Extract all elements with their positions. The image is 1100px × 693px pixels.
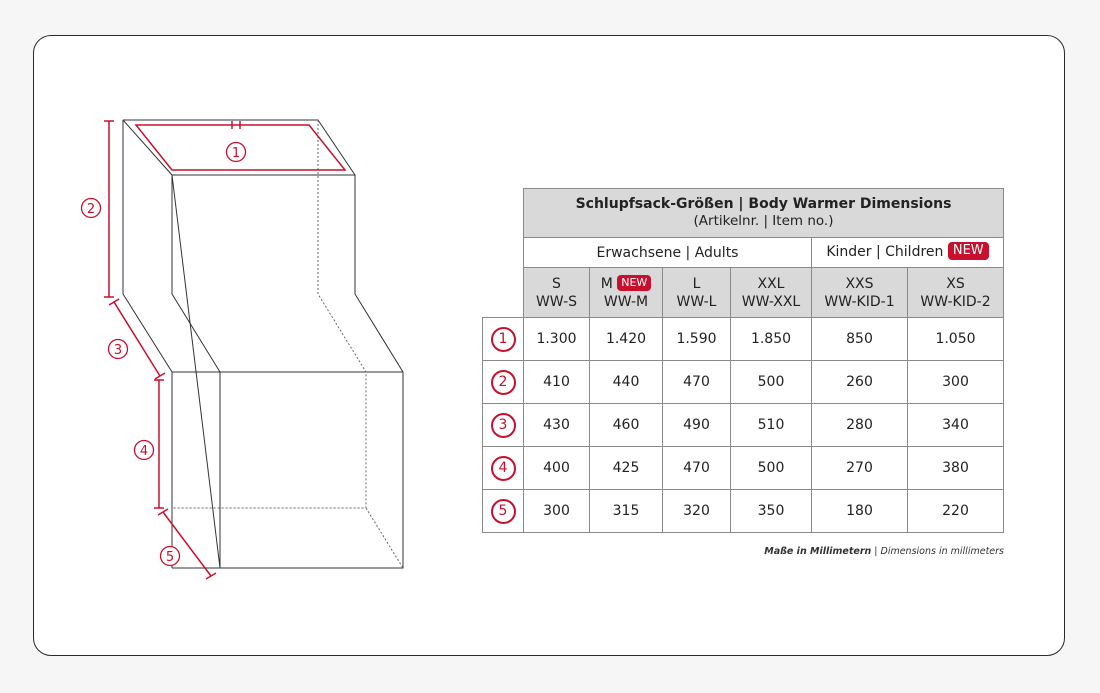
item-number: WW-KID-1 (824, 293, 895, 310)
size-name: M (600, 275, 613, 292)
table-row (483, 318, 1004, 361)
table-cell: 400 (524, 447, 590, 490)
marker-label-1: 1 (231, 146, 241, 161)
table-cell: 180 (812, 490, 908, 533)
table-row (483, 361, 1004, 404)
row-number-badge: 1 (491, 327, 516, 352)
size-header (524, 268, 590, 318)
size-name: XS (946, 275, 965, 292)
row-number-badge: 3 (491, 413, 516, 438)
row-label (483, 318, 524, 361)
group-children (812, 238, 1004, 268)
length-2-mark (104, 121, 114, 297)
table-cell: 460 (590, 404, 663, 447)
table-cell: 500 (731, 447, 812, 490)
table-cell: 470 (663, 447, 731, 490)
table-row (483, 404, 1004, 447)
table-row (483, 447, 1004, 490)
table-title-cell (524, 189, 1004, 238)
table-cell: 510 (731, 404, 812, 447)
group-adults: Erwachsene | Adults (524, 238, 812, 268)
table-cell: 300 (524, 490, 590, 533)
item-number: WW-XXL (741, 293, 801, 310)
diagram-hidden-corner (366, 508, 403, 568)
row-number-badge: 2 (491, 370, 516, 395)
group-children-label: Kinder | Children (826, 243, 944, 260)
size-name: XXL (757, 275, 785, 292)
table-cell: 260 (812, 361, 908, 404)
dimensions-table (482, 188, 1004, 533)
table-cell: 340 (908, 404, 1004, 447)
size-header (663, 268, 731, 318)
table-title: Schlupfsack-Größen | Body Warmer Dimensions (575, 196, 952, 212)
size-header (590, 268, 663, 318)
table-cell: 470 (663, 361, 731, 404)
marker-label-3: 3 (113, 343, 123, 358)
table-cell: 1.300 (524, 318, 590, 361)
item-number: WW-M (603, 293, 649, 310)
marker-label-4: 4 (139, 444, 149, 459)
table-cell: 440 (590, 361, 663, 404)
marker-label-2: 2 (86, 202, 96, 217)
item-number: WW-S (535, 293, 578, 310)
table-subtitle: (Artikelnr. | Item no.) (693, 213, 834, 229)
item-number: WW-L (676, 293, 717, 310)
size-header (812, 268, 908, 318)
marker-label-5: 5 (165, 550, 175, 565)
row-label (483, 361, 524, 404)
size-name: L (692, 275, 701, 292)
row-label (483, 490, 524, 533)
size-header (731, 268, 812, 318)
table-cell: 850 (812, 318, 908, 361)
table-cell: 430 (524, 404, 590, 447)
row-label (483, 404, 524, 447)
table-row (483, 490, 1004, 533)
table-cell: 350 (731, 490, 812, 533)
diagram-outline-left (123, 120, 175, 568)
new-badge-children: NEW (948, 242, 989, 260)
units-note-bold: Maße in Millimetern (764, 546, 872, 557)
table-corner (483, 189, 524, 238)
table-cell: 500 (731, 361, 812, 404)
units-note (764, 546, 1004, 557)
table-cell: 300 (908, 361, 1004, 404)
new-badge-m: NEW (617, 275, 651, 291)
table-cell: 425 (590, 447, 663, 490)
table-cell: 270 (812, 447, 908, 490)
table-cell: 410 (524, 361, 590, 404)
row-number-badge: 5 (491, 499, 516, 524)
row-number-badge: 4 (491, 456, 516, 481)
table-cell: 315 (590, 490, 663, 533)
table-cell: 280 (812, 404, 908, 447)
item-number: WW-KID-2 (920, 293, 991, 310)
length-4-mark (154, 380, 164, 508)
size-name: XXS (845, 275, 874, 292)
table-cell: 1.850 (731, 318, 812, 361)
diagram-hidden-edges (172, 120, 366, 508)
table-cell: 1.420 (590, 318, 663, 361)
size-name: S (552, 275, 561, 292)
table-cell: 380 (908, 447, 1004, 490)
units-note-rest: | Dimensions in millimeters (871, 546, 1004, 557)
row-label (483, 447, 524, 490)
table-cell: 220 (908, 490, 1004, 533)
table-cell: 1.590 (663, 318, 731, 361)
table-cell: 490 (663, 404, 731, 447)
table-cell: 320 (663, 490, 731, 533)
size-header (908, 268, 1004, 318)
table-cell: 1.050 (908, 318, 1004, 361)
